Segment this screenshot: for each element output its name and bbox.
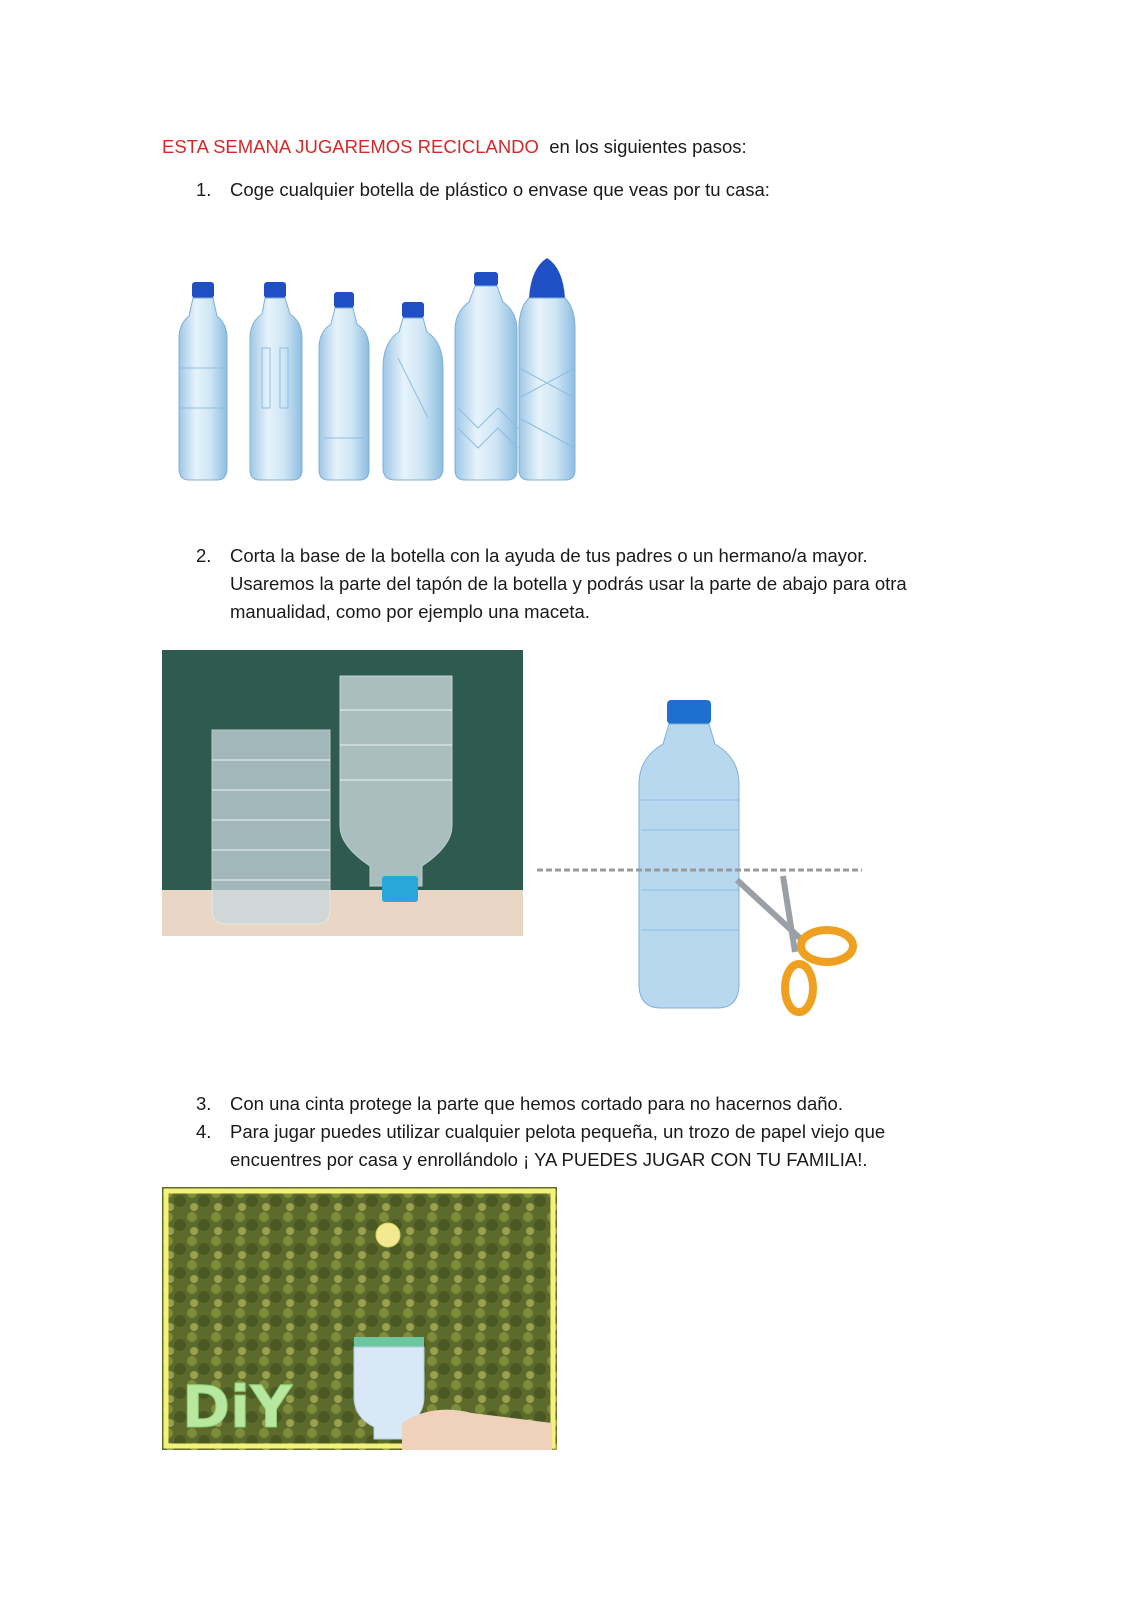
step-4-number: 4.	[196, 1121, 212, 1142]
step-3-number: 3.	[196, 1093, 212, 1114]
step-3-line-1: Con una cinta protege la parte que hemos cortado para no hacernos daño.	[230, 1093, 843, 1114]
diy-label: DiY	[182, 1373, 293, 1441]
bottle-scissors-image	[537, 690, 867, 1016]
diy-game-photo	[162, 1187, 557, 1450]
step-4-text	[230, 1118, 885, 1174]
step-2-number: 2.	[196, 545, 212, 566]
ball	[376, 1223, 400, 1247]
intro-rest: en los siguientes pasos:	[549, 136, 747, 157]
intro-line	[162, 133, 747, 161]
step-2-line-1: Corta la base de la botella con la ayuda de tus padres o un hermano/a mayor.	[230, 545, 868, 566]
step-2-line-2: Usaremos la parte del tapón de la botella y podrás usar la parte de abajo para otra	[230, 573, 907, 594]
step-3-text	[230, 1090, 843, 1118]
step-1-number: 1.	[196, 179, 212, 200]
step-1-text	[230, 176, 770, 204]
cut-bottles-photo	[162, 650, 523, 936]
step-2-line-3: manualidad, como por ejemplo una maceta.	[230, 601, 590, 622]
intro-highlight: ESTA SEMANA JUGAREMOS RECICLANDO	[162, 136, 539, 157]
step-1-line-1: Coge cualquier botella de plástico o envase que veas por tu casa:	[230, 179, 770, 200]
bottle-base-piece	[212, 730, 330, 924]
step-4-line-2: encuentres por casa y enrollándolo ¡ YA PUEDES JUGAR CON TU FAMILIA!.	[230, 1149, 868, 1170]
step-4-line-1: Para jugar puedes utilizar cualquier pelota pequeña, un trozo de papel viejo que	[230, 1121, 886, 1142]
bottles-row-image	[162, 258, 607, 494]
step-2-text	[230, 542, 907, 626]
